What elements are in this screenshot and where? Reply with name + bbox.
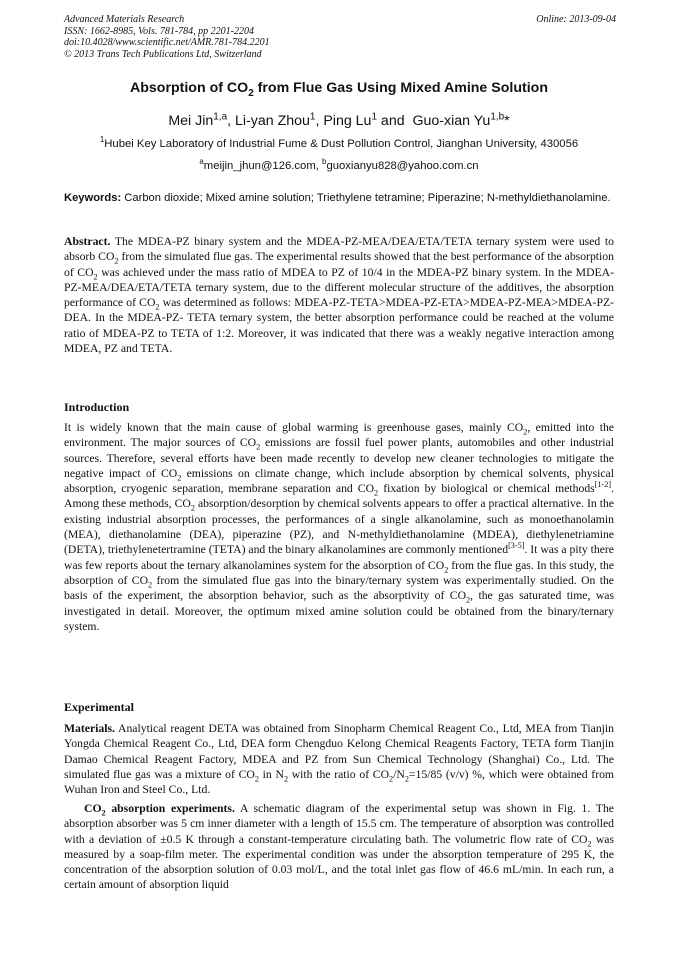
issn-line: ISSN: 1662-8985, Vols. 781-784, pp 2201-2204 [64,25,254,37]
author-name: Mei Jin [168,113,214,129]
author-sep: and [376,113,413,129]
subscript: 2 [256,442,261,452]
co2-absorption-label [84,802,235,818]
copyright-line: © 2013 Trans Tech Publications Ltd, Switzerland [64,48,262,60]
author-affil: 1,a [213,111,228,123]
intro-text: from the flue gas. In this study, the absorption of CO [64,558,615,587]
author-name: Guo-xian Yu [412,113,491,129]
email-a: meijin_jhun@126.com, [203,160,323,172]
affiliation-mark: 1 [99,135,105,145]
intro-text: emissions are fossil fuel power plants, automobiles and other industrial sources. Therefore, several efforts have been made recently to develop new cleaner technologies to mitigate the negative impact of CO [64,436,614,480]
subscript: 2 [148,580,153,590]
materials-text: in N [258,767,284,781]
keywords [64,191,614,205]
subscript: 2 [114,256,119,266]
title-text-end: from Flue Gas Using Mixed Amine Solution [253,80,549,96]
subscript: 2 [389,774,394,784]
title-subscript: 2 [248,87,254,99]
materials-text: =15/85 (v/v) %, which were obtained from Wuhan Iron and Steel Co., Ltd. [64,767,615,797]
subscript: 2 [155,302,160,312]
co2-text: was measured by a soap-film meter. The experimental condition was under the absorption temperature of 295 K, the concentration of the absorption solution of 0.03 mol/L, and the total inlet gas flow of 46.6 mL/min. In each run, a certain amount of absorption liquid [64,832,614,892]
email-mark: b [322,157,327,167]
section-heading-experimental: Experimental [64,700,134,714]
abstract-text: was achieved under the mass ratio of MDEA to PZ of 10/4 in the MDEA-PZ binary system. In the MDEA-PZ-MEA/DEA/ETA/TETA ternary system, due to the different molecular structure of the additives, the absorption performance of CO [64,265,614,310]
abstract-text: was determined as follows: MDEA-PZ-TETA>MDEA-PZ-ETA>MDEA-PZ-MEA>MDEA-PZ-DEA. In the MDEA-PZ- TETA ternary system, the better absorption performance could be reached at the volume ratio of MDEA-PZ to TETA of 1:2. Moreover, it was indicated that there was a weakly negative interaction among MDEA, PZ and TETA. [64,296,614,356]
intro-text: It is widely known that the main cause of global warming is greenhouse gases, mainly CO [64,421,524,434]
keywords-text: Carbon dioxide; Mixed amine solution; Triethylene tetramine; Piperazine; N-methyldiethanolamine. [121,192,611,204]
subscript: 2 [93,271,98,281]
co2-absorption-paragraph [64,801,614,893]
intro-text: fixation by biological or chemical methods [378,482,595,496]
subscript: 2 [190,503,195,513]
affiliation-text: Hubei Key Laboratory of Industrial Fume & Dust Pollution Control, Jianghan University, 430056 [104,138,579,150]
subscript: 2 [374,488,379,498]
subscript: 2 [101,808,106,818]
label-text: absorption experiments. [105,802,235,815]
subscript: 2 [254,774,259,784]
intro-text: . Among these methods, CO [64,482,614,511]
corresponding-mark: * [504,113,510,129]
citation: [1-2] [594,480,612,490]
title-text: Absorption of CO [129,80,249,96]
intro-text: absorption/desorption by chemical solvents appears to offer a practical alternative. In the existing industrial absorption processes, the performances of a single alkanolamine, such as monoethanolamin (MEA), diethanolamine (DEA), piperazine (PZ), and N-methyldiethanolamine (MDEA), diethylenetriamine (DETA), triethylenetertramine (TETA) and the binary alkanolamines are commonly mentioned [64,497,614,557]
keywords-label: Keywords: [64,192,122,204]
running-header [64,14,616,60]
intro-text: , emitted into the environment. The major sources of CO [64,421,614,450]
label-text: CO [84,802,102,815]
author-affil: 1 [371,111,377,123]
author-name: Li-yan Zhou [234,113,310,129]
intro-text: emissions on climate change, which include absorption by chemical solvents, physical absorption, cryogenic separation, membrane separation and CO [64,466,614,496]
author-emails [40,157,638,172]
materials-text: Analytical reagent DETA was obtained from Sinopharm Chemical Reagent Co., Ltd, MEA from Tianjin Yongda Chemical Reagent Co., Ltd, DEA form Chengduo Kelong Chemical Reagents Factory, TETA form Tianjin Damao Chemical Reagent Factory, MDEA and PZ from Sun Chemical Technology (Shanghai) Co., Ltd. The simulated flue gas was a mixture of CO [64,722,614,781]
email-b: guoxianyu828@yahoo.com.cn [326,160,479,172]
doi-line: doi:10.4028/www.scientific.net/AMR.781-784.2201 [64,37,270,48]
author-list [40,113,638,129]
intro-text: from the simulated flue gas into the binary/ternary system was experimentally studied. On the basis of the experiment, the absorption behavior, such as the absorptivity of CO [64,573,614,603]
subscript: 2 [404,774,409,784]
paper-title [40,80,638,99]
subscript: 2 [283,774,289,784]
subscript: 2 [523,427,528,437]
subscript: 2 [466,595,471,605]
materials-text: /N [393,767,405,781]
author-sep: , [227,113,235,129]
introduction-paragraph [64,420,614,634]
subscript: 2 [444,565,449,574]
author-affil: 1,b [490,111,505,123]
abstract-text: from the simulated flue gas. The experimental results showed that the best performance of the absorption of CO [64,250,614,279]
online-date: Online: 2013-09-04 [536,14,616,25]
section-heading-introduction: Introduction [64,400,130,414]
materials-label: Materials. [64,722,115,735]
abstract [64,234,614,356]
materials-text: with the ratio of CO [288,767,390,781]
citation: [3-5] [508,541,525,551]
abstract-label: Abstract. [64,235,111,248]
author-name: Ping Lu [323,113,372,129]
co2-text: A schematic diagram of the experimental setup was shown in Fig. 1. The absorption absorber was 5 cm inner diameter with a length of 15.5 cm. The temperature of absorption was controlled with a deviation of ±0.5 K through a constant-temperature circulating bath. The volumetric flow rate of CO [64,802,614,846]
affiliation [40,135,638,150]
subscript: 2 [587,838,592,848]
abstract-text: The MDEA-PZ binary system and the MDEA-PZ-MEA/DEA/ETA/TETA ternary system were used to absorb CO [64,235,614,264]
materials-paragraph [64,721,614,797]
subscript: 2 [177,473,182,483]
journal-name: Advanced Materials Research [64,14,185,25]
email-mark: a [199,157,204,167]
intro-text: . It was a pity there was few reports about the ternary alkanolamines system for the absorption of CO [64,543,614,572]
author-affil: 1 [309,111,316,123]
intro-text: , the gas saturated time, was investigated in detail. Moreover, the optimum mixed amine solution could be obtained from the binary/ternary system. [64,589,614,633]
author-sep: , [315,113,324,129]
